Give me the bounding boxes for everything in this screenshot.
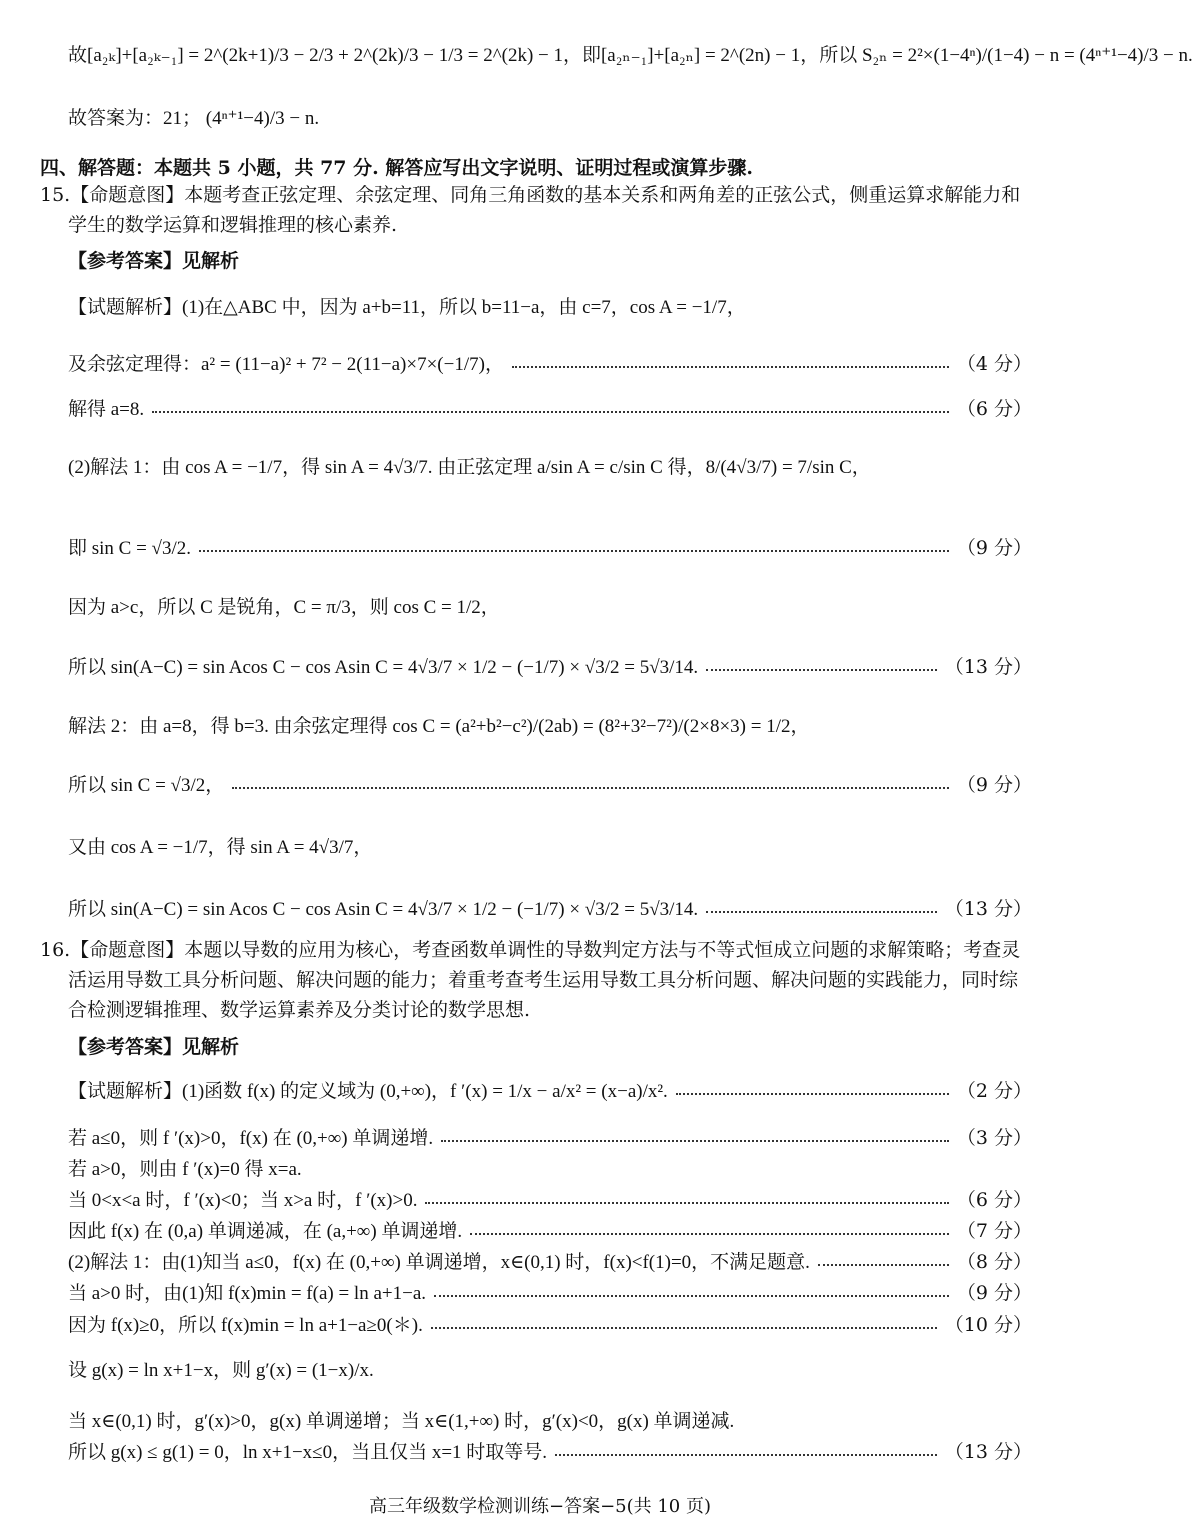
q16-line-4 <box>68 1185 1032 1212</box>
dot-leader <box>555 1454 937 1456</box>
dot-leader <box>232 787 949 789</box>
q15-answer <box>68 246 1032 273</box>
q16-line-10 <box>68 1406 1032 1433</box>
q16-line-2 <box>68 1123 1032 1150</box>
q15-line-9 <box>68 770 1032 797</box>
q16-line-1 <box>68 1076 1032 1103</box>
q16-line-6 <box>68 1247 1032 1274</box>
score-label: （9 分） <box>956 774 1032 796</box>
q16-answer <box>68 1032 1032 1059</box>
dot-leader <box>470 1233 949 1235</box>
q15-line-4 <box>68 452 1032 479</box>
score-label: （4 分） <box>956 353 1032 375</box>
q15-line-11-text: 所以 sin(A−C) = sin Acos C − cos Asin C = 4√3/7 × 1/2 − (−1/7) × √3/2 = 5√3/14. <box>68 899 699 920</box>
page-footer: 高三年级数学检测训练−答案−5(共 10 页) <box>368 1496 711 1517</box>
q15-line-10-text: 又由 cos A = −1/7，得 sin A = 4√3/7， <box>68 837 373 858</box>
q15-line-7 <box>68 652 1032 679</box>
score-label: （9 分） <box>956 537 1032 559</box>
q16-line-7-text: 当 a>0 时，由(1)知 f(x)min = f(a) = ln a+1−a. <box>68 1283 427 1304</box>
line-2 <box>68 103 1032 130</box>
q16-line-9-text: 设 g(x) = ln x+1−x，则 g′(x) = (1−x)/x. <box>68 1360 374 1381</box>
q16-line-7 <box>68 1278 1032 1305</box>
score-label: （6 分） <box>956 1189 1032 1211</box>
score-label: （2 分） <box>956 1080 1032 1102</box>
q15-line-1 <box>68 292 1032 319</box>
q16-line-10-text: 当 x∈(0,1) 时，g′(x)>0，g(x) 单调递增；当 x∈(1,+∞) 时，g′(x)<0，g(x) 单调递减. <box>68 1411 735 1432</box>
line-1 <box>68 40 1193 67</box>
score-label: （13 分） <box>944 656 1032 678</box>
dot-leader <box>818 1264 949 1266</box>
dot-leader <box>676 1093 949 1095</box>
q15-line-9-text: 所以 sin C = √3/2， <box>68 775 225 796</box>
q16-line-11-text: 所以 g(x) ≤ g(1) = 0，ln x+1−x≤0，当且仅当 x=1 时取等号. <box>68 1442 548 1463</box>
score-label: （7 分） <box>956 1220 1032 1242</box>
q15-line-3-text: 解得 a=8. <box>68 399 145 420</box>
q15-intent <box>40 180 1032 240</box>
q15-line-8-text: 解法 2：由 a=8，得 b=3. 由余弦定理得 cos C = (a²+b²−c²)/(2ab) = (8²+3²−7²)/(2×8×3) = 1/2， <box>68 716 810 737</box>
dot-leader <box>199 550 949 552</box>
q16-intent <box>40 935 1032 1025</box>
q15-line-6 <box>68 592 1032 619</box>
score-label: （13 分） <box>944 1441 1032 1463</box>
dot-leader <box>425 1202 948 1204</box>
q16-line-4-text: 当 0<x<a 时，f ′(x)<0；当 x>a 时，f ′(x)>0. <box>68 1190 418 1211</box>
q15-line-6-text: 因为 a>c，所以 C 是锐角，C = π/3，则 cos C = 1/2， <box>68 597 500 618</box>
dot-leader <box>706 911 937 913</box>
q15-line-5-text: 即 sin C = √3/2. <box>68 538 192 559</box>
q16-line-1-text: 【试题解析】(1)函数 f(x) 的定义域为 (0,+∞)，f ′(x) = 1/x − a/x² = (x−a)/x². <box>68 1081 668 1102</box>
score-label: （3 分） <box>956 1127 1032 1149</box>
q16-line-11 <box>68 1437 1032 1464</box>
score-label: （13 分） <box>944 898 1032 920</box>
q16-line-8-text: 因为 f(x)≥0，所以 f(x)min = ln a+1−a≥0(＊). <box>68 1315 423 1336</box>
dot-leader <box>434 1295 949 1297</box>
q15-line-1-text: 【试题解析】(1)在△ABC 中，因为 a+b=11，所以 b=11−a，由 c=7，cos A = −1/7， <box>68 297 746 318</box>
section-heading <box>40 153 1032 180</box>
q16-line-3-text: 若 a>0，则由 f ′(x)=0 得 x=a. <box>68 1159 302 1180</box>
q16-line-6-text: (2)解法 1：由(1)知当 a≤0，f(x) 在 (0,+∞) 单调递增，x∈(0,1) 时，f(x)<f(1)=0，不满足题意. <box>68 1252 810 1273</box>
dot-leader <box>441 1140 949 1142</box>
q16-answer-text: 【参考答案】见解析 <box>68 1036 240 1058</box>
q16-line-3 <box>68 1154 1032 1181</box>
q15-line-4-text: (2)解法 1：由 cos A = −1/7，得 sin A = 4√3/7. 由正弦定理 a/sin A = c/sin C 得，8/(4√3/7) = 7/sin C， <box>68 457 871 478</box>
line-1-text: 故[a₂ₖ]+[a₂ₖ₋₁] = 2^(2k+1)/3 − 2/3 + 2^(2k)/3 − 1/3 = 2^(2k) − 1，即[a₂ₙ₋₁]+[a₂ₙ] = 2^(2n) − 1，所以 S₂ₙ = 2²×(1−4ⁿ)/(1−4) − n = (4ⁿ⁺¹−4)/3 − n. <box>68 45 1193 66</box>
q16-intent-text: 16.【命题意图】本题以导数的应用为核心，考查函数单调性的导数判定方法与不等式恒成立问题的求解策略；考查灵活运用导数工具分析问题、解决问题的能力；着重考查考生运用导数工具分析问题、解决问题的实践能力，同时综合检测逻辑推理、数学运算素养及分类讨论的数学思想. <box>40 939 1021 1021</box>
dot-leader <box>512 366 949 368</box>
score-label: （8 分） <box>956 1251 1032 1273</box>
q16-line-8 <box>68 1310 1032 1337</box>
score-label: （10 分） <box>944 1314 1032 1336</box>
line-2-text: 故答案为：21； (4ⁿ⁺¹−4)/3 − n. <box>68 108 320 129</box>
q16-line-5 <box>68 1216 1032 1243</box>
q16-line-9 <box>68 1355 1032 1382</box>
q15-line-10 <box>68 832 1032 859</box>
score-label: （9 分） <box>956 1282 1032 1304</box>
q15-answer-text: 【参考答案】见解析 <box>68 250 240 272</box>
dot-leader <box>152 411 949 413</box>
q15-line-11 <box>68 894 1032 921</box>
q15-line-7-text: 所以 sin(A−C) = sin Acos C − cos Asin C = 4√3/7 × 1/2 − (−1/7) × √3/2 = 5√3/14. <box>68 657 699 678</box>
q15-line-2-text: 及余弦定理得：a² = (11−a)² + 7² − 2(11−a)×7×(−1/7)， <box>68 354 504 375</box>
q15-line-3 <box>68 394 1032 421</box>
q15-line-2 <box>68 349 1032 376</box>
q15-line-5 <box>68 533 1032 560</box>
q16-line-5-text: 因此 f(x) 在 (0,a) 单调递减，在 (a,+∞) 单调递增. <box>68 1221 463 1242</box>
q16-line-2-text: 若 a≤0，则 f ′(x)>0，f(x) 在 (0,+∞) 单调递增. <box>68 1128 434 1149</box>
dot-leader <box>706 669 937 671</box>
q15-intent-text: 15.【命题意图】本题考查正弦定理、余弦定理、同角三角函数的基本关系和两角差的正弦公式，侧重运算求解能力和学生的数学运算和逻辑推理的核心素养. <box>40 184 1021 236</box>
dot-leader <box>431 1327 937 1329</box>
q15-line-8 <box>68 711 1032 738</box>
section-heading-text: 四、解答题：本题共 5 小题，共 77 分. 解答应写出文字说明、证明过程或演算步骤. <box>40 157 753 179</box>
score-label: （6 分） <box>956 398 1032 420</box>
